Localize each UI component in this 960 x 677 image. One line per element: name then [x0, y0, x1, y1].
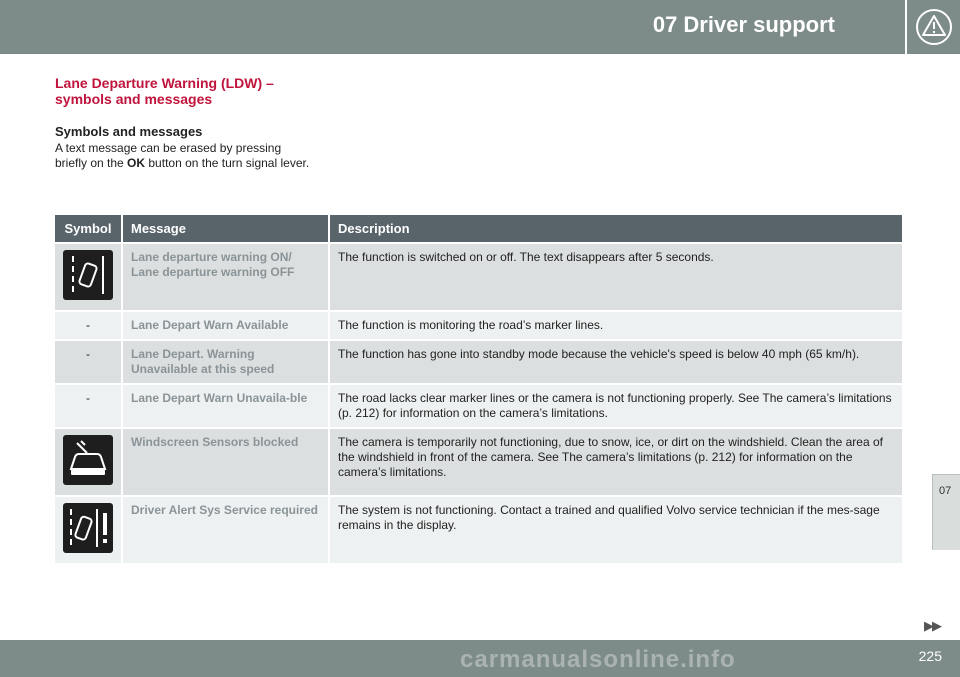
watermark: carmanualsonline.info	[460, 646, 736, 673]
table-row	[55, 340, 903, 384]
description-cell: The road lacks clear marker lines or the camera is not functioning properly. See The camera’s limitations (p. 212) for information on the camera’s limitations.	[329, 384, 903, 428]
table-row	[55, 243, 903, 311]
chapter-title: 07 Driver support	[652, 12, 835, 37]
column-header-symbol: Symbol	[55, 215, 122, 243]
message-cell: Lane departure warning ON/ Lane departure warning OFF	[122, 243, 329, 311]
page-number: 225	[918, 648, 942, 664]
symbol-cell: -	[55, 384, 122, 428]
messages-table	[55, 215, 904, 563]
column-header-description: Description	[329, 215, 903, 243]
symbol-cell	[55, 428, 122, 496]
message-cell: Lane Depart. Warning Unavailable at this speed	[122, 340, 329, 384]
message-cell: Driver Alert Sys Service required	[122, 496, 329, 563]
description-cell: The function is monitoring the road’s marker lines.	[329, 311, 903, 340]
table-row	[55, 428, 903, 496]
chapter-side-tab[interactable]	[932, 474, 960, 550]
description-cell: The function has gone into standby mode because the vehicle's speed is below 40 mph (65 km/h).	[329, 340, 903, 384]
table-header-row	[55, 215, 903, 243]
sub-heading: Symbols and messages	[55, 124, 203, 139]
description-cell: The function is switched on or off. The text disappears after 5 seconds.	[329, 243, 903, 311]
intro-text: A text message can be erased by pressing briefly on the OK button on the turn signal lever.	[55, 141, 310, 170]
windscreen-sensor-icon	[63, 435, 113, 485]
next-page-icon[interactable]: ▶▶	[924, 618, 940, 633]
header-bar	[0, 0, 905, 54]
table-row	[55, 496, 903, 563]
symbol-cell: -	[55, 311, 122, 340]
symbol-cell	[55, 496, 122, 563]
description-cell: The system is not functioning. Contact a trained and qualified Volvo service technician if the mes-sage remains in the display.	[329, 496, 903, 563]
message-cell: Lane Depart Warn Unavaila-ble	[122, 384, 329, 428]
symbol-cell	[55, 243, 122, 311]
message-cell: Windscreen Sensors blocked	[122, 428, 329, 496]
lane-departure-service-icon	[63, 503, 113, 553]
section-title: Lane Departure Warning (LDW) – symbols and messages	[55, 75, 274, 107]
side-tab-label: 07	[939, 485, 952, 497]
symbol-cell: -	[55, 340, 122, 384]
column-header-message: Message	[122, 215, 329, 243]
warning-triangle-icon	[907, 0, 960, 54]
description-cell: The camera is temporarily not functioning, due to snow, ice, or dirt on the windshield. Clean the area of the windshield in front of the camera. See The camera’s limitations (p. 212) for information on the camera’s limitations.	[329, 428, 903, 496]
table-row	[55, 311, 903, 340]
lane-departure-icon	[63, 250, 113, 300]
table-row	[55, 384, 903, 428]
message-cell: Lane Depart Warn Available	[122, 311, 329, 340]
